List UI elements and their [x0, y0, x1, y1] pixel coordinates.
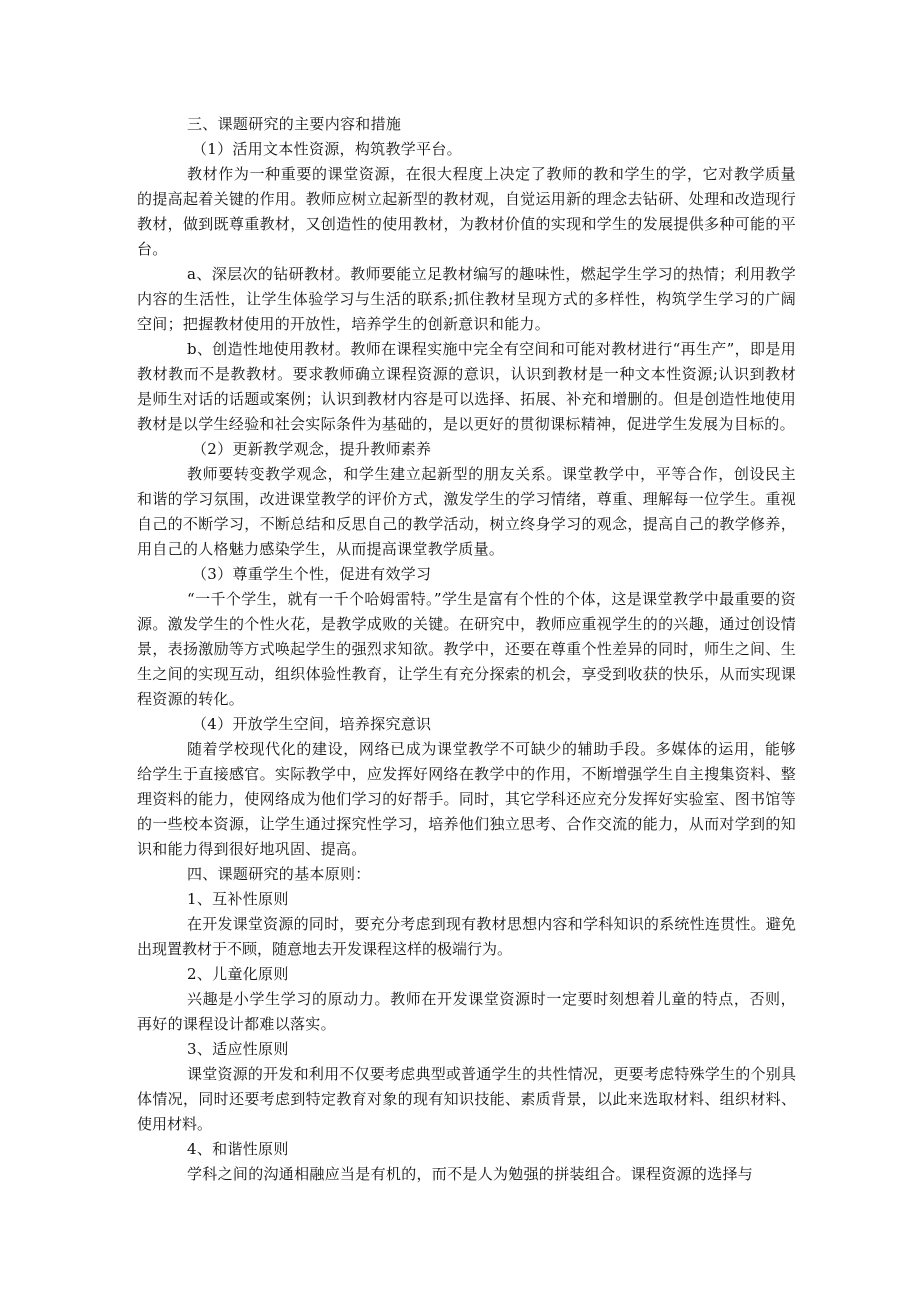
rule-3-title: 3、适应性原则 [187, 1040, 289, 1058]
section-3-heading: 三、课题研究的主要内容和措施 [187, 115, 402, 133]
rule-2-title: 2、儿童化原则 [187, 965, 289, 983]
item-1-paragraph-a: a、深层次的钻研教材。教师要能立足教材编写的趣味性，燃起学生学习的热情；利用教学内容的生活性，让学生体验学习与生活的联系;抓住教材呈现方式的多样性，构筑学生学习的广阔空间；把握教材使用的开放性，培养学生的创新意识和能力。 [137, 265, 796, 333]
item-1-title: （1）活用文本性资源，构筑教学平台。 [192, 140, 462, 158]
section-4-heading: 四、课题研究的基本原则： [187, 865, 371, 883]
rule-4-text: 学科之间的沟通相融应当是有机的，而不是人为勉强的拼装组合。课程资源的选择与 [187, 1165, 754, 1183]
item-1-paragraph-1: 教材作为一种重要的课堂资源，在很大程度上决定了教师的教和学生的学，它对教学质量的提高起着关键的作用。教师应树立起新型的教材观，自觉运用新的理念去钻研、处理和改造现行教材，做到既尊重教材，又创造性的使用教材，为教材价值的实现和学生的发展提供多种可能的平台。 [137, 165, 796, 258]
rule-4-title: 4、和谐性原则 [187, 1140, 289, 1158]
item-1-paragraph-b: b、创造性地使用教材。教师在课程实施中完全有空间和可能对教材进行“再生产”，即是用教材教而不是教教材。要求教师确立课程资源的意识，认识到教材是一种文本性资源;认识到教材是师生对话的话题或案例；认识到教材内容是可以选择、拓展、补充和增删的。但是创造性地使用教材是以学生经验和社会实际条件为基础的，是以更好的贯彻课标精神，促进学生发展为目标的。 [137, 340, 796, 433]
rule-2-text: 兴趣是小学生学习的原动力。教师在开发课堂资源时一定要时刻想着儿童的特点，否则，再好的课程设计都难以落实。 [137, 990, 796, 1033]
rule-1-title: 1、互补性原则 [187, 890, 289, 908]
item-3-paragraph: “一千个学生，就有一千个哈姆雷特。”学生是富有个性的个体，这是课堂教学中最重要的资源。激发学生的个性火花，是教学成败的关键。在研究中，教师应重视学生的的兴趣，通过创设情景，表扬激励等方式唤起学生的强烈求知欲。教学中，还要在尊重个性差异的同时，师生之间、生生之间的实现互动，组织体验性教育，让学生有充分探索的机会，享受到收获的快乐，从而实现课程资源的转化。 [137, 590, 796, 708]
item-4-paragraph: 随着学校现代化的建设，网络已成为课堂教学不可缺少的辅助手段。多媒体的运用，能够给学生于直接感官。实际教学中，应发挥好网络在教学中的作用，不断增强学生自主搜集资料、整理资料的能力，使网络成为他们学习的好帮手。同时，其它学科还应充分发挥好实验室、图书馆等的一些校本资源，让学生通过探究性学习，培养他们独立思考、合作交流的能力，从而对学到的知识和能力得到很好地巩固、提高。 [137, 740, 796, 858]
item-3-title: （3）尊重学生个性，促进有效学习 [192, 565, 432, 583]
item-2-paragraph: 教师要转变教学观念，和学生建立起新型的朋友关系。课堂教学中，平等合作，创设民主和谐的学习氛围，改进课堂教学的评价方式，激发学生的学习情绪，尊重、理解每一位学生。重视自己的不断学习，不断总结和反思自己的教学活动，树立终身学习的观念，提高自己的教学修养，用自己的人格魅力感染学生，从而提高课堂教学质量。 [137, 465, 796, 558]
rule-3-text: 课堂资源的开发和利用不仅要考虑典型或普通学生的共性情况，更要考虑特殊学生的个别具体情况，同时还要考虑到特定教育对象的现有知识技能、素质背景，以此来选取材料、组织材料、使用材料。 [137, 1065, 796, 1133]
item-4-title: （4）开放学生空间，培养探究意识 [192, 715, 432, 733]
document-body [137, 112, 796, 1187]
item-2-title: （2）更新教学观念，提升教师素养 [192, 440, 432, 458]
rule-1-text: 在开发课堂资源的同时，要充分考虑到现有教材思想内容和学科知识的系统性连贯性。避免出现置教材于不顾，随意地去开发课程这样的极端行为。 [137, 915, 796, 958]
